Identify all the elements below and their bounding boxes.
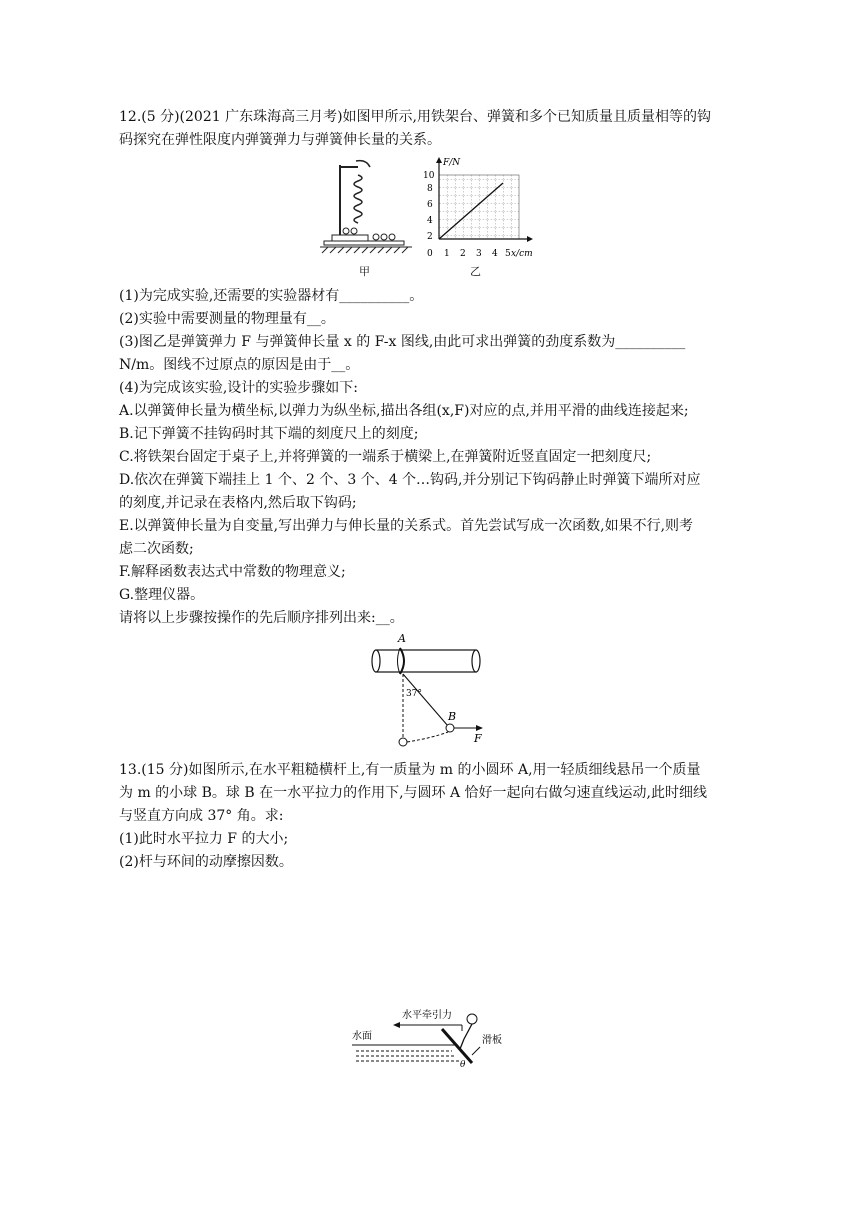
q12-step-g: G.整理仪器。	[119, 587, 205, 603]
q12-item-2: (2)实验中需要测量的物理量有__。	[119, 311, 335, 327]
label-f: F	[474, 732, 482, 745]
q12-step-c: C.将铁架台固定于桌子上,并将弹簧的一端系于横梁上,在弹簧附近竖直固定一把刻度尺;	[119, 449, 652, 465]
x-tick-1: 1	[444, 249, 450, 259]
x-tick-3: 3	[476, 249, 482, 259]
fig-right-label: 乙	[470, 265, 481, 278]
y-tick-10: 10	[423, 171, 435, 181]
f-x-graph	[415, 155, 545, 263]
q13-line-2: 为 m 的小球 B。球 B 在一水平拉力的作用下,与圆环 A 恰好一起向右做匀速直线运动,此时细线	[119, 785, 708, 801]
x-axis-label: x/cm	[511, 249, 533, 259]
label-a: A	[398, 632, 406, 645]
ring-pendulum-figure	[370, 630, 490, 752]
q13-line-1: 13.(15 分)如图所示,在水平粗糙横杆上,有一质量为 m 的小圆环 A,用一轻质细线悬吊一个质量	[119, 762, 701, 778]
q12-step-a: A.以弹簧伸长量为横坐标,以弹力为纵坐标,描出各组(x,F)对应的点,并用平滑的曲线连接起来;	[119, 403, 689, 419]
water-ski-figure	[350, 1005, 520, 1070]
theta-label: θ	[460, 1060, 466, 1070]
traction-label: 水平牵引力	[402, 1010, 452, 1021]
q13-sub-1: (1)此时水平拉力 F 的大小;	[119, 831, 289, 847]
x-tick-0: 0	[427, 249, 433, 259]
q12-step-e: E.以弹簧伸长量为自变量,写出弹力与伸长量的关系式。首先尝试写成一次函数,如果不行,则考	[119, 518, 694, 534]
y-axis-label: F/N	[443, 158, 461, 168]
board-label: 滑板	[482, 1035, 502, 1046]
q13-line-3: 与竖直方向成 37° 角。求:	[119, 808, 284, 824]
q12-step-d-cont: 的刻度,并记录在表格内,然后取下钩码;	[119, 495, 357, 511]
q12-intro-line-1: 12.(5 分)(2021 广东珠海高三月考)如图甲所示,用铁架台、弹簧和多个已知质量且质量相等的钩	[119, 109, 711, 125]
q13-sub-2: (2)杆与环间的动摩擦因数。	[119, 854, 293, 870]
y-tick-8: 8	[427, 184, 433, 194]
q12-item-1: (1)为完成实验,还需要的实验器材有__________。	[119, 288, 424, 304]
water-label: 水面	[352, 1031, 372, 1042]
q12-step-e-cont: 虑二次函数;	[119, 541, 194, 557]
q12-item-3: (3)图乙是弹簧弹力 F 与弹簧伸长量 x 的 F-x 图线,由此可求出弹簧的劲度系数为__________	[119, 334, 686, 350]
x-tick-5: 5	[505, 249, 511, 259]
x-tick-4: 4	[492, 249, 498, 259]
y-tick-6: 6	[427, 200, 433, 210]
label-b: B	[448, 710, 457, 723]
angle-label: 37°	[406, 689, 422, 699]
y-tick-4: 4	[427, 216, 433, 226]
q12-step-d: D.依次在弹簧下端挂上 1 个、2 个、3 个、4 个…钩码,并分别记下钩码静止时弹簧下端所对应	[119, 472, 701, 488]
spring-stand-figure	[320, 155, 412, 255]
fig-left-label: 甲	[359, 265, 370, 278]
y-tick-2: 2	[427, 232, 433, 242]
q12-order-prompt: 请将以上步骤按操作的先后顺序排列出来:__。	[119, 610, 404, 626]
x-tick-2: 2	[460, 249, 466, 259]
q12-item-4: (4)为完成该实验,设计的实验步骤如下:	[119, 380, 358, 396]
q12-intro-line-2: 码探究在弹性限度内弹簧弹力与弹簧伸长量的关系。	[119, 132, 441, 148]
q12-step-f: F.解释函数表达式中常数的物理意义;	[119, 564, 346, 580]
q12-step-b: B.记下弹簧不挂钩码时其下端的刻度尺上的刻度;	[119, 426, 419, 442]
q12-item-3-cont: N/m。图线不过原点的原因是由于__。	[119, 357, 360, 373]
